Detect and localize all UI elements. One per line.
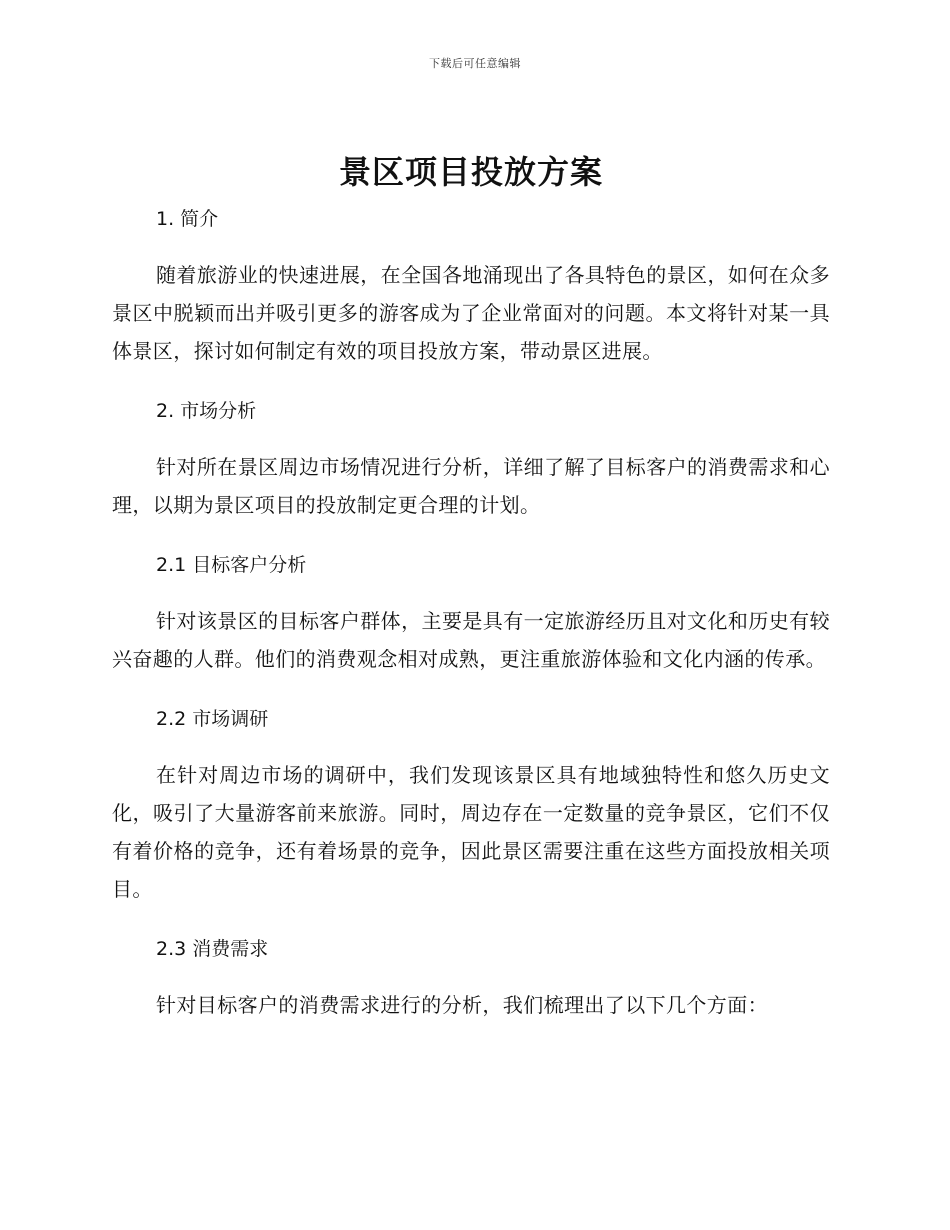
section-target-customers — [112, 550, 830, 678]
document-body — [112, 150, 830, 1024]
section-intro — [112, 204, 830, 370]
document-title: 景区项目投放方案 — [338, 153, 603, 191]
section-paragraph: 针对目标客户的消费需求进行的分析，我们梳理出了以下几个方面： — [156, 993, 768, 1017]
section-consumer-demand — [112, 934, 830, 1024]
section-heading: 2.3 消费需求 — [156, 938, 269, 960]
section-paragraph: 针对该景区的目标客户群体，主要是具有一定旅游经历且对文化和历史有较兴奋趣的人群。他们的消费观念相对成熟，更注重旅游体验和文化内涵的传承。 — [112, 609, 830, 671]
section-market-research — [112, 704, 830, 908]
section-paragraph: 随着旅游业的快速进展，在全国各地涌现出了各具特色的景区，如何在众多景区中脱颖而出并吸引更多的游客成为了企业常面对的问题。本文将针对某一具体景区，探讨如何制定有效的项目投放方案，带动景区进展。 — [112, 263, 830, 363]
section-paragraph: 针对所在景区周边市场情况进行分析，详细了解了目标客户的消费需求和心理，以期为景区项目的投放制定更合理的计划。 — [112, 455, 830, 517]
section-market-analysis — [112, 396, 830, 524]
section-heading: 1. 简介 — [156, 208, 219, 230]
section-heading: 2.2 市场调研 — [156, 708, 269, 730]
section-heading: 2. 市场分析 — [156, 400, 257, 422]
header-note: 下载后可任意编辑 — [429, 57, 521, 70]
section-heading: 2.1 目标客户分析 — [156, 554, 307, 576]
section-paragraph: 在针对周边市场的调研中，我们发现该景区具有地域独特性和悠久历史文化，吸引了大量游客前来旅游。同时，周边存在一定数量的竞争景区，它们不仅有着价格的竞争，还有着场景的竞争，因此景区需要注重在这些方面投放相关项目。 — [112, 763, 830, 901]
